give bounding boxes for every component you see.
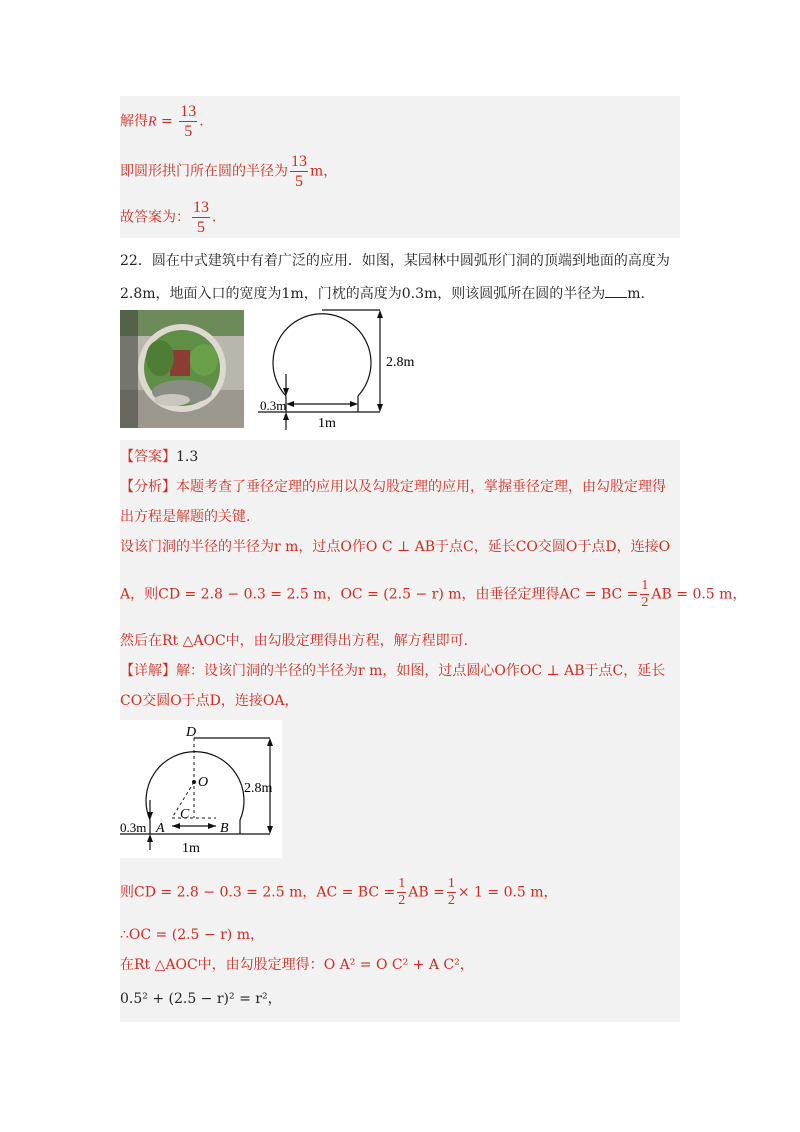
- arch-diagram-2: [120, 720, 282, 858]
- fraction-1-2: $\frac{1}{2}$: [641, 578, 649, 610]
- point-A-label: A: [156, 821, 165, 836]
- question-line-1: 22．圆在中式建筑中有着广泛的应用．如图，某园林中圆弧形门洞的顶端到地面的高度为: [120, 253, 670, 269]
- fraction-13-5: $\frac{13}{5}$: [180, 103, 197, 140]
- fraction-1-2: $\frac{1}{2}$: [398, 876, 406, 908]
- analysis-line-2: 出方程是解题的关键.: [120, 509, 251, 525]
- sill-height-label: 0.3m: [120, 820, 147, 835]
- answer-blank: [605, 285, 627, 298]
- solution-line-2: ∴OC = (2.5 − r) m，: [120, 927, 264, 943]
- setup-line-3: 然后在Rt △AOC中，由勾股定理得出方程，解方程即可.: [120, 633, 469, 649]
- arch-diagram-1: [258, 306, 428, 436]
- detail-line-1: 【详解】解：设该门洞的半径的半径为r m，如图，过点圆心O作OC ⊥ AB于点C，延长: [120, 663, 666, 679]
- point-C-label: C: [180, 807, 190, 822]
- setup-line-1: 设该门洞的半径的半径为r m，过点O作O C ⊥ AB于点C，延长CO交圆O于点D，连接O: [120, 539, 671, 555]
- answer-line: 故答案为： $\frac{13}{5}$ .: [120, 199, 217, 236]
- solution-line-3: 在Rt △AOC中，由勾股定理得：O A² = O C² + A C²，: [120, 957, 474, 973]
- width-label: 1m: [318, 416, 336, 431]
- setup-line-2: A，则CD = 2.8 − 0.3 = 2.5 m，OC = (2.5 − r) m，由垂径定理得AC = BC = $\frac{1}{2}$ AB = 0.5 m，: [120, 578, 747, 610]
- solution-line-4: 0.5² + (2.5 − r)² = r²，: [120, 991, 282, 1007]
- question-line-2: 2.8m，地面入口的宽度为1m，门枕的高度为0.3m，则该圆弧所在圆的半径为 m.: [120, 286, 645, 302]
- height-label: 2.8m: [386, 355, 415, 370]
- point-D-label: D: [186, 725, 197, 740]
- moon-gate-photo: [120, 310, 244, 428]
- solve-R-line: 解得R = $\frac{13}{5}$ .: [120, 103, 204, 140]
- sill-height-label: 0.3m: [260, 398, 287, 413]
- answer-block: [120, 440, 747, 1022]
- point-B-label: B: [220, 821, 229, 836]
- answer-value-line: 【答案】1.3: [120, 449, 199, 465]
- previous-solution-block: [120, 96, 680, 238]
- point-O-label: O: [198, 775, 209, 790]
- fraction-1-2: $\frac{1}{2}$: [447, 876, 455, 908]
- radius-conclusion-line: 即圆形拱门所在圆的半径为 $\frac{13}{5}$ m，: [120, 153, 338, 190]
- detail-line-2: CO交圆O于点D，连接OA，: [120, 693, 299, 709]
- width-label: 1m: [182, 841, 200, 856]
- fraction-13-5: $\frac{13}{5}$: [193, 199, 209, 236]
- analysis-line-1: 【分析】本题考查了垂径定理的应用以及勾股定理的应用，掌握垂径定理，由勾股定理得: [120, 479, 666, 495]
- height-label: 2.8m: [244, 781, 273, 796]
- solution-line-1: 则CD = 2.8 − 0.3 = 2.5 m，AC = BC = $\frac{1}{2}$ AB = $\frac{1}{2}$ × 1 = 0.5 m，: [120, 876, 558, 908]
- fraction-13-5: $\frac{13}{5}$: [291, 153, 307, 190]
